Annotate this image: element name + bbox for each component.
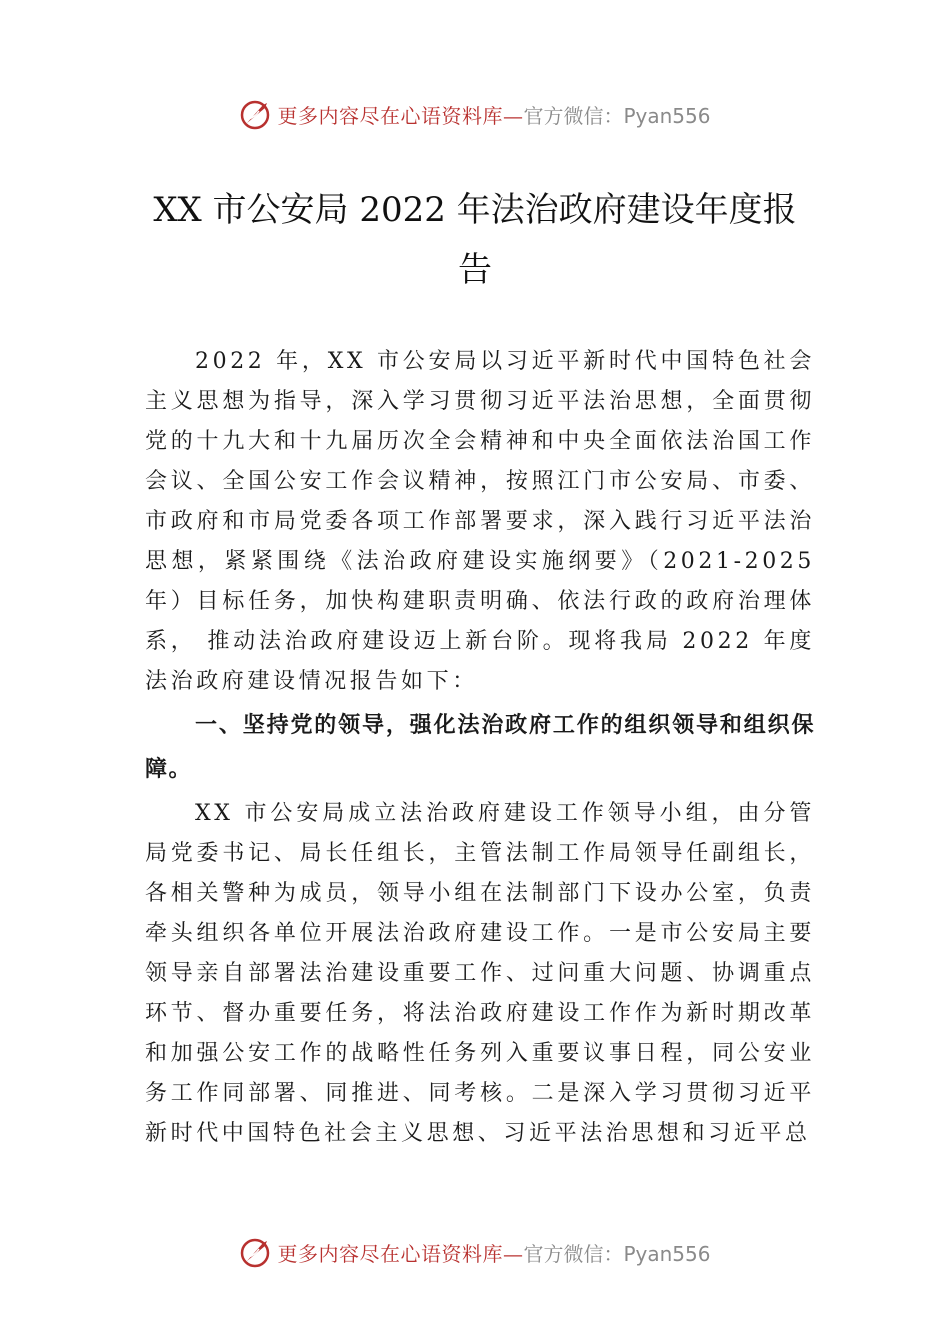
watermark-red-text: 更多内容尽在心语资料库— [277,103,524,128]
watermark-wechat-text: 官方微信：Pyan556 [523,103,711,128]
document-body [145,342,815,1154]
section-1-paragraph: XX 市公安局成立法治政府建设工作领导小组，由分管局党委书记、局长任组长，主管法制工作局领导任副组长， 各相关警种为成员，领导小组在法制部门下设办公室，负责牵头组织各单位开展法治政府建设工作。一是市公安局主要领导亲自部署法治建设重要工作、过问重大问题、协调重点环节、督办重要任务，将法治政府建设工作作为新时期改革和加强公安工作的战略性任务列入重要议事日程，同公安业务工作同部署、同推进、同考核。二是深入学习贯彻习近平新时代中国特色社会主义思想、习近平法治思想和习近平总 [145,801,815,1146]
watermark-red-text: 更多内容尽在心语资料库— [277,1241,524,1266]
section-heading-1: 一、坚持党的领导，强化法治政府工作的组织领导和组织保障。 [145,713,815,782]
watermark-banner-bottom [0,1232,950,1272]
watermark-wechat-text: 官方微信：Pyan556 [523,1241,711,1266]
intro-paragraph: 2022 年，XX 市公安局以习近平新时代中国特色社会主义思想为指导，深入学习贯彻习近平法治思想，全面贯彻党的十九大和十九届历次全会精神和中央全面依法治国工作会议、全国公安工作会议精神，按照江门市公安局、市委、 市政府和市局党委各项工作部署要求，深入践行习近平法治思想，紧紧围绕《法治政府建设实施纲要》（2021-2025 年）目标任务，加快构建职责明确、依法行政的政府治理体系， 推动法治政府建设迈上新台阶。现将我局 2022 年度法治政府建设情况报告如下： [145,349,815,694]
quill-seal-icon [239,1235,273,1269]
document-title: XX 市公安局 2022 年法治政府建设年度报告 [153,190,797,290]
watermark-banner-top [0,94,950,134]
quill-seal-icon [239,97,273,131]
